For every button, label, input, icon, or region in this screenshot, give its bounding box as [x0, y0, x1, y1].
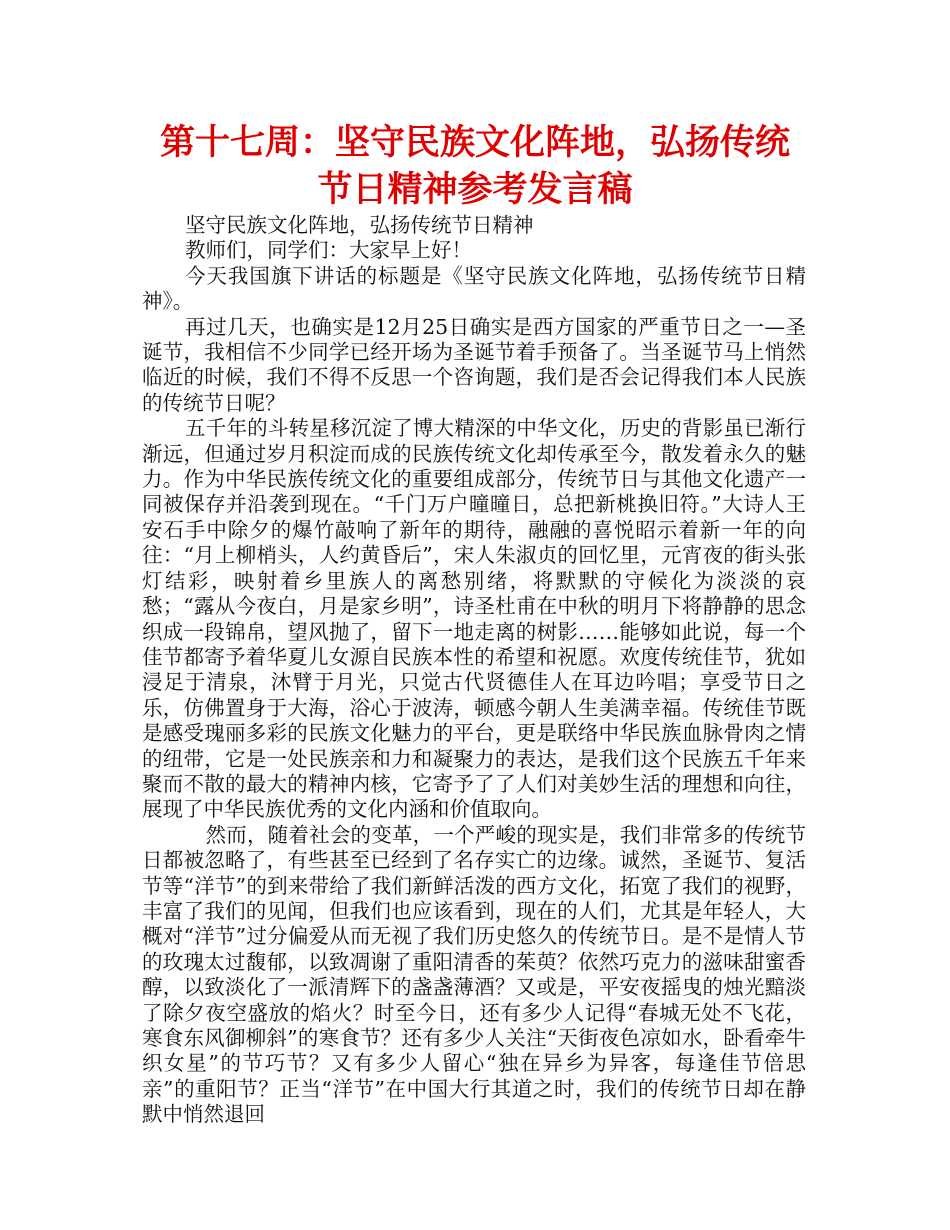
paragraph-christmas: 再过几天，也确实是12月25日确实是西方国家的严重节日之一—圣诞节，我相信不少同学已经开场为圣诞节着手预备了。当圣诞节马上悄然临近的时候，我们不得不反思一个咨询题，我们是否会记得我们本人民族的传统节日呢？ — [142, 314, 806, 415]
document-title — [0, 120, 950, 214]
title-line-2: 节日精神参考发言稿 — [317, 170, 633, 210]
paragraph-culture: 五千年的斗转星移沉淀了博大精深的中华文化，历史的背影虽已渐行渐远，但通过岁月积淀而成的民族传统文化却传承至今，散发着永久的魅力。作为中华民族传统文化的重要组成部分，传统节日与其他文化遗产一同被保存并沿袭到现在。“千门万户曈曈日，总把新桃换旧符。”大诗人王安石手中除夕的爆竹敲响了新年的期待，融融的喜悦昭示着新一年的向往：“月上柳梢头，人约黄昏后”，宋人朱淑贞的回忆里，元宵夜的街头张灯结彩，映射着乡里族人的离愁别绪，将默默的守候化为淡淡的哀愁；“露从今夜白，月是家乡明”，诗圣杜甫在中秋的明月下将静静的思念织成一段锦帛，望风抛了，留下一地走离的树影……能够如此说，每一个佳节都寄予着华夏儿女源自民族本性的希望和祝愿。欢度传统佳节，犹如浸足于清泉，沐臂于月光，只觉古代贤德佳人在耳边吟唱；享受节日之乐，仿佛置身于大海，浴心于波涛，顿感今朝人生美满幸福。传统佳节既是感受瑰丽多彩的民族文化魅力的平台，更是联络中华民族血脉骨肉之情的纽带，它是一处民族亲和力和凝聚力的表达，是我们这个民族五千年来聚而不散的最大的精神内核，它寄予了了人们对美妙生活的理想和向往，展现了中华民族优秀的文化内涵和价值取向。 — [142, 416, 806, 822]
paragraph-reality: 然而，随着社会的变革，一个严峻的现实是，我们非常多的传统节日都被忽略了，有些甚至已经到了名存实亡的边缘。诚然，圣诞节、复活节等“洋节”的到来带给了我们新鲜活泼的西方文化，拓宽了我们的视野，丰富了我们的见闻，但我们也应该看到，现在的人们，尤其是年轻人，大概对“洋节”过分偏爱从而无视了我们历史悠久的传统节日。是不是情人节的玫瑰太过馥郁，以致凋谢了重阳清香的茱萸？依然巧克力的滋味甜蜜香醇，以致淡化了一派清辉下的盏盏薄酒？又或是，平安夜摇曳的烛光黯淡了除夕夜空盛放的焰火？时至今日，还有多少人记得“春城无处不飞花，寒食东风御柳斜”的寒食节？还有多少人关注“天街夜色凉如水，卧看牵牛织女星”的节巧节？又有多少人留心“独在异乡为异客，每逢佳节倍思亲”的重阳节？正当“洋节”在中国大行其道之时，我们的传统节日却在静默中悄然退回 — [142, 822, 806, 1127]
document-body — [142, 213, 806, 1128]
paragraph-greeting: 教师们，同学们：大家早上好！ — [185, 238, 473, 263]
paragraph-subtitle: 坚守民族文化阵地，弘扬传统节日精神 — [185, 213, 534, 237]
paragraph-intro: 今天我国旗下讲话的标题是《坚守民族文化阵地，弘扬传统节日精神》。 — [142, 263, 806, 314]
title-line-1: 第十七周：坚守民族文化阵地，弘扬传统 — [159, 123, 790, 163]
